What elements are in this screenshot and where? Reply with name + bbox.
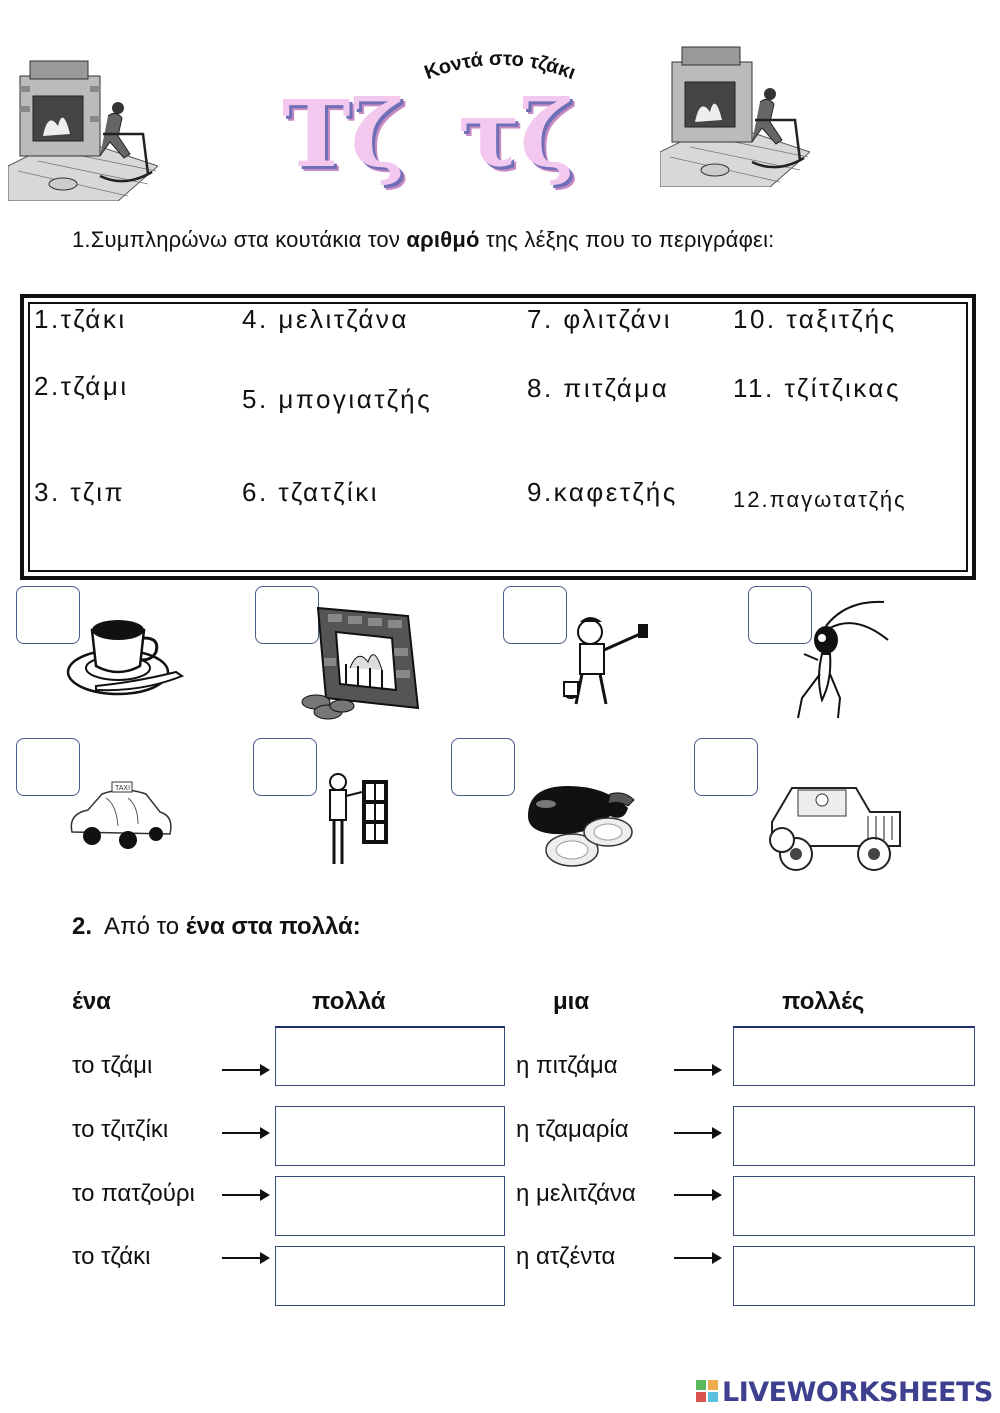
answer-input-right-3[interactable] <box>733 1176 975 1236</box>
arrow-right-icon <box>674 1063 722 1077</box>
painter-icon <box>560 612 670 716</box>
left-word-1: το τζάμι <box>72 1052 153 1079</box>
arrow-right-icon <box>222 1126 270 1140</box>
liveworksheets-logo[interactable] <box>696 1374 993 1410</box>
answer-box-eggplant[interactable] <box>451 738 515 796</box>
word-2: 2.τζάμι <box>34 371 129 401</box>
exercise2-title <box>72 913 361 941</box>
arrow-right-icon <box>674 1188 722 1202</box>
fireplace-man-left-icon <box>8 56 158 201</box>
left-word-3: το πατζούρι <box>72 1180 195 1207</box>
word-5: 5. μπογιατζής <box>242 384 433 414</box>
word-10: 10. ταξιτζής <box>733 304 897 334</box>
logo-mark-icon <box>696 1378 720 1406</box>
word-11: 11. τζίτζικας <box>733 373 901 403</box>
word-7: 7. φλιτζάνι <box>527 304 672 334</box>
logo-text: LIVEWORKSHEETS <box>722 1376 993 1408</box>
arrow-right-icon <box>674 1251 722 1265</box>
instruction-pre: 1.Συμπληρώνω στα κουτάκια τον <box>72 227 407 252</box>
exercise2-number: 2. <box>72 913 93 940</box>
header-many-m: πολλά <box>312 988 386 1015</box>
fireplace-man-right-icon <box>660 42 810 187</box>
exercise2-title-pre: Από το <box>104 913 186 940</box>
header-one-m: ένα <box>72 988 111 1015</box>
answer-input-right-4[interactable] <box>733 1246 975 1306</box>
jeep-icon <box>762 766 908 878</box>
cicada-icon <box>786 598 892 722</box>
eggplant-icon <box>522 774 644 870</box>
answer-input-left-4[interactable] <box>275 1246 505 1306</box>
answer-input-right-2[interactable] <box>733 1106 975 1166</box>
word-box <box>20 294 976 580</box>
exercise2-title-bold: ένα στα πολλά: <box>185 913 361 940</box>
arrow-right-icon <box>674 1126 722 1140</box>
word-4: 4. μελιτζάνα <box>242 304 409 334</box>
word-6: 6. τζατζίκι <box>242 477 379 507</box>
arrow-right-icon <box>222 1063 270 1077</box>
instruction-post: της λέξης που το περιγράφει: <box>479 227 775 252</box>
word-9: 9.καφετζής <box>527 477 678 507</box>
cup-icon <box>66 610 184 700</box>
arrow-right-icon <box>222 1251 270 1265</box>
right-word-1: η πιτζάμα <box>516 1052 618 1079</box>
window-cleaner-icon <box>318 770 394 872</box>
right-word-2: η τζαμαρία <box>516 1116 629 1143</box>
answer-box-jeep[interactable] <box>694 738 758 796</box>
header-many-f: πολλές <box>782 988 865 1015</box>
big-lower-letters: τζ <box>458 80 575 188</box>
word-8: 8. πιτζάμα <box>527 373 670 403</box>
word-3: 3. τζιπ <box>34 477 126 507</box>
answer-input-left-1[interactable] <box>275 1026 505 1086</box>
right-word-3: η μελιτζάνα <box>516 1180 636 1207</box>
left-word-4: το τζάκι <box>72 1243 151 1270</box>
left-word-2: το τζιτζίκι <box>72 1116 169 1143</box>
fireplace-icon <box>298 598 422 724</box>
answer-box-window-cleaner[interactable] <box>253 738 317 796</box>
answer-input-right-1[interactable] <box>733 1026 975 1086</box>
answer-input-left-3[interactable] <box>275 1176 505 1236</box>
answer-input-left-2[interactable] <box>275 1106 505 1166</box>
svg-text:Κοντά στο τζάκι: Κοντά στο τζάκι <box>421 47 579 85</box>
taxi-icon <box>66 776 174 858</box>
exercise1-instruction <box>72 227 774 253</box>
big-upper-letters: Τζ <box>282 80 405 188</box>
svg-text:TAXI: TAXI <box>115 785 131 792</box>
word-1: 1.τζάκι <box>34 304 127 334</box>
arrow-right-icon <box>222 1188 270 1202</box>
right-word-4: η ατζέντα <box>516 1243 616 1270</box>
instruction-bold: αριθμό <box>406 227 480 252</box>
answer-box-painter[interactable] <box>503 586 567 644</box>
header-one-f: μια <box>553 988 590 1015</box>
word-12: 12.παγωτατζής <box>733 487 907 512</box>
